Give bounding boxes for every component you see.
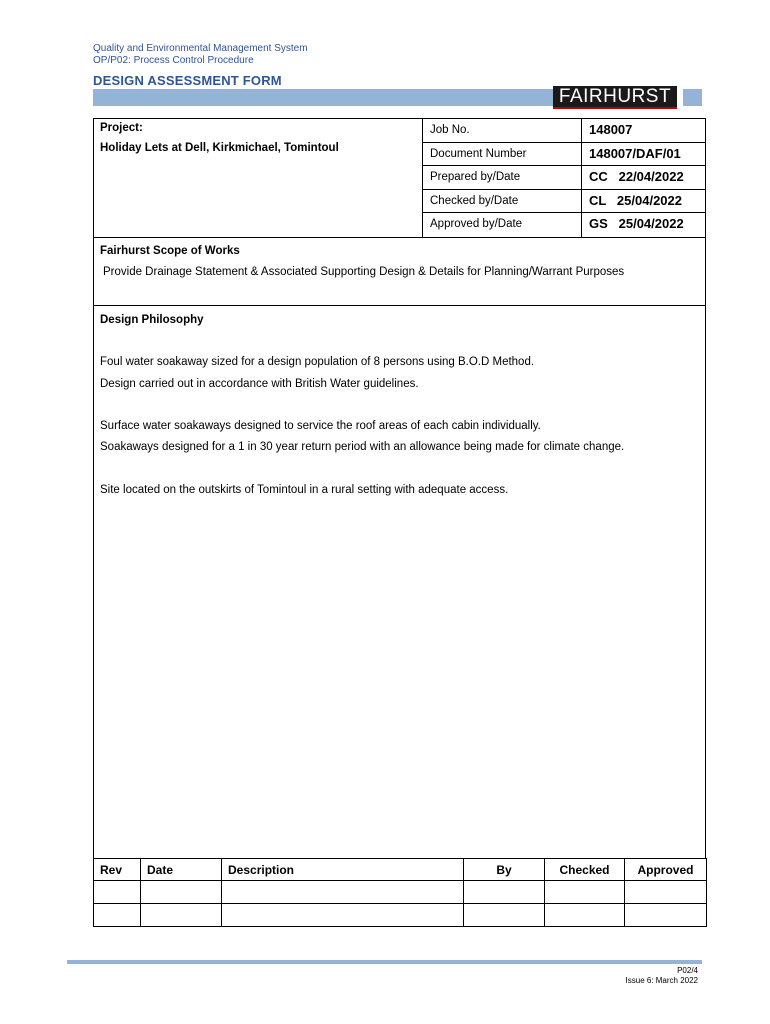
col-rev: Rev — [94, 859, 141, 881]
col-checked: Checked — [545, 859, 625, 881]
divider — [94, 237, 705, 238]
meta-key: Document Number — [423, 143, 582, 166]
cell-by — [464, 881, 545, 904]
meta-key: Prepared by/Date — [423, 166, 582, 189]
philosophy-line: Site located on the outskirts of Tomintoul in a rural setting with adequate access. — [100, 484, 509, 496]
cell-description — [222, 881, 464, 904]
col-description: Description — [222, 859, 464, 881]
assessment-frame — [93, 118, 706, 859]
project-label: Project: — [100, 122, 143, 134]
form-title: DESIGN ASSESSMENT FORM — [93, 73, 282, 88]
revision-header-row — [94, 859, 707, 881]
meta-row-approved-by — [423, 213, 705, 237]
page-footer — [626, 966, 698, 986]
document-header — [93, 43, 308, 67]
meta-value: CL 25/04/2022 — [589, 192, 682, 208]
scope-text: Provide Drainage Statement & Associated Supporting Design & Details for Planning/Warrant Purposes — [103, 266, 625, 278]
cell-date — [141, 904, 222, 927]
cell-approved — [625, 904, 707, 927]
col-by: By — [464, 859, 545, 881]
philosophy-line: Foul water soakaway sized for a design population of 8 persons using B.O.D Method. — [100, 356, 535, 368]
project-name: Holiday Lets at Dell, Kirkmichael, Tomintoul — [100, 142, 339, 154]
logo-gap — [677, 89, 683, 106]
project-block — [94, 119, 423, 237]
procedure-line: OP/P02: Process Control Procedure — [93, 55, 254, 66]
meta-value: 148007/DAF/01 — [589, 145, 681, 161]
footer-bar — [67, 960, 702, 964]
revision-table — [93, 858, 707, 927]
meta-row-document-number — [423, 143, 705, 167]
meta-value: GS 25/04/2022 — [589, 216, 684, 232]
meta-key: Approved by/Date — [423, 213, 582, 237]
issue-label: Issue 6: March 2022 — [625, 976, 698, 985]
meta-value: 148007 — [589, 122, 633, 137]
philosophy-line: Surface water soakaways designed to service the roof areas of each cabin individually. — [100, 420, 541, 432]
fairhurst-logo: FAIRHURST — [553, 86, 677, 109]
col-approved: Approved — [625, 859, 707, 881]
page-reference: P02/4 — [677, 966, 698, 975]
divider — [94, 305, 705, 306]
meta-key: Checked by/Date — [423, 190, 582, 213]
table-row — [94, 881, 707, 904]
cell-approved — [625, 881, 707, 904]
meta-row-checked-by — [423, 190, 705, 214]
philosophy-line: Design carried out in accordance with British Water guidelines. — [100, 378, 419, 390]
cell-by — [464, 904, 545, 927]
system-line: Quality and Environmental Management System — [93, 43, 308, 54]
cell-date — [141, 881, 222, 904]
cell-rev — [94, 904, 141, 927]
table-row — [94, 904, 707, 927]
cell-rev — [94, 881, 141, 904]
scope-heading: Fairhurst Scope of Works — [100, 245, 240, 257]
cell-description — [222, 904, 464, 927]
philosophy-line: Soakaways designed for a 1 in 30 year return period with an allowance being made for climate change. — [100, 441, 625, 453]
meta-row-job-no — [423, 119, 705, 143]
meta-key: Job No. — [423, 119, 582, 142]
philosophy-heading: Design Philosophy — [100, 314, 204, 326]
cell-checked — [545, 904, 625, 927]
meta-value: CC 22/04/2022 — [589, 169, 684, 185]
cell-checked — [545, 881, 625, 904]
meta-row-prepared-by — [423, 166, 705, 190]
col-date: Date — [141, 859, 222, 881]
